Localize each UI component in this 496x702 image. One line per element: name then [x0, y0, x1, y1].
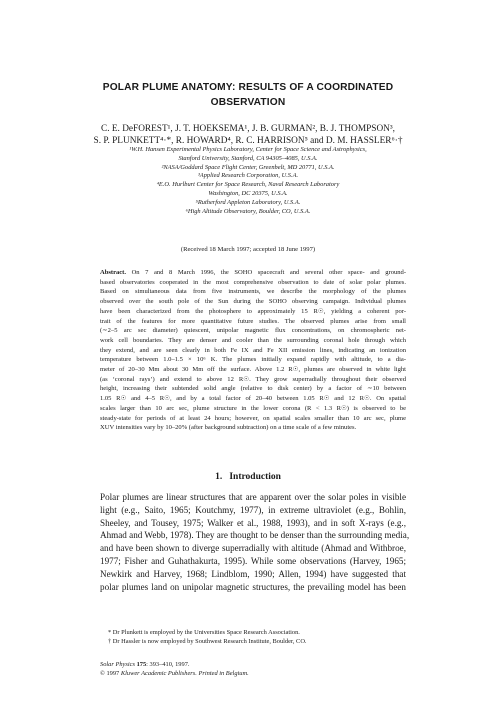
abstract: [100, 268, 406, 433]
section-title: Introduction: [229, 472, 281, 482]
paper-title: [60, 80, 436, 110]
abstract-line: have been characterized from the photosphere to approximately 15 R☉, yielding a coherent por-: [100, 307, 406, 315]
abstract-line: temperature between 1.0–1.5 × 10⁶ K. The plumes initially expand rapidly with altitude, to a dia-: [100, 356, 406, 364]
journal-citation: [100, 660, 406, 669]
publisher: Kluwer Academic Publishers. Printed in Belgium.: [120, 670, 249, 677]
journal-volume: 175: [136, 661, 147, 668]
affiliation-line: ⁵Rutherford Appleton Laboratory, U.S.A.: [195, 198, 301, 206]
abstract-line: steady-state for periods of at least 24 hours; however, on spatial scales smaller than 10 arc sec, plume: [100, 414, 406, 422]
body-line: and have been shown to diverge superradially with altitude (Ahmad and Withbroe,: [100, 543, 406, 554]
affiliation-line: ³Applied Research Corporation, U.S.A.: [197, 172, 299, 180]
affiliation-line: ²NASA/Goddard Space Flight Center, Greenbelt, MD 20771, U.S.A.: [161, 163, 335, 171]
affiliation-line: Washington, DC 20375, U.S.A.: [208, 189, 288, 197]
abstract-line: (as ‘coronal rays’) and extend to above 12 R☉. They grow superradially throughout their observed: [100, 375, 406, 383]
abstract-line: based observatories cooperated in the most comprehensive observation to date of solar polar plumes.: [100, 278, 406, 286]
abstract-line: meter of 20–30 Mm about 30 Mm off the surface. Above 1.2 R☉, plumes are observed in white light: [100, 366, 406, 374]
body-line: Newkirk and Harvey, 1968; Lindblom, 1990; Allen, 1994) have suggested that: [100, 568, 406, 579]
affiliation-line: ¹W.H. Hansen Experimental Physics Laboratory, Center for Space Science and Astrophysics,: [129, 146, 367, 153]
footnotes: [100, 628, 406, 646]
author-list: [60, 123, 436, 147]
footnote: * Dr Plunkett is employed by the Universities Space Research Association.: [108, 629, 300, 636]
footnote: † Dr Hassler is now employed by Southwest Research Institute, Boulder, CO.: [108, 638, 307, 645]
abstract-line: height, increasing their subtended solid angle (relative to disk center) by a factor of ∼10 between: [100, 385, 406, 393]
section-heading: [60, 472, 436, 482]
copyright-line: [100, 669, 406, 678]
title-line-2: OBSERVATION: [210, 97, 286, 108]
body-line: Ahmad and Webb, 1978). They are thought to be denser than the surrounding media,: [100, 530, 410, 541]
body-line: Polar plumes are linear structures that are apparent over the solar poles in visible: [100, 492, 406, 502]
authors-line-2: S. P. PLUNKETT⁴·*, R. HOWARD⁴, R. C. HARRISON⁵ and D. M. HASSLER⁶·†: [93, 136, 403, 146]
affiliation-line: ⁴E.O. Hurlburt Center for Space Research, Naval Research Laboratory: [156, 181, 340, 189]
title-line-1: POLAR PLUME ANATOMY: RESULTS OF A COORDINATED: [102, 82, 394, 93]
abstract-line: 1.05 R☉ and 4–5 R☉, and by a total factor of 20–40 between 1.05 R☉ and 12 R☉. On spatial: [100, 395, 406, 403]
copyright-symbol: © 1997: [100, 670, 121, 677]
abstract-line: XUV intensities vary by 10–20% (after background subtraction) on a time scale of a few minutes.: [100, 424, 357, 432]
journal-name: Solar Physics: [100, 661, 135, 668]
authors-line-1: C. E. DeFOREST¹, J. T. HOEKSEMA¹, J. B. GURMAN², B. J. THOMPSON³,: [101, 124, 395, 134]
body-line: light (e.g., Saito, 1965; Koutchmy, 1977), in extreme ultraviolet (e.g., Bohlin,: [100, 504, 406, 515]
body-line: 1977; Fisher and Guhathakurta, 1995). While some observations (Harvey, 1965;: [100, 555, 406, 566]
abstract-line: Based on simultaneous data from five instruments, we describe the morphology of the plumes: [100, 288, 406, 296]
abstract-line: they extend, and are seen clearly in both Fe IX and Fe XII emission lines, indicating an ionization: [100, 346, 406, 354]
abstract-line: Abstract. On 7 and 8 March 1996, the SOHO spacecraft and several other space- and ground-: [100, 269, 406, 276]
affiliation-line: Stanford University, Stanford, CA 94305–4085, U.S.A.: [178, 154, 318, 162]
affiliation-line: ⁶High Altitude Observatory, Boulder, CO, U.S.A.: [185, 207, 311, 215]
body-text: [100, 491, 410, 593]
body-line: polar plumes land on unipolar magnetic structures, the prevailing model has been: [100, 581, 406, 592]
journal-pages: : 393–410, 1997.: [146, 661, 190, 668]
section-number: 1.: [215, 472, 223, 482]
abstract-line: work cell boundaries. They are denser and cooler than the surrounding coronal hole through which: [100, 336, 406, 344]
journal-info: [100, 660, 406, 678]
abstract-line: trait of the features for more quantitative future studies. The observed plumes arise from small: [100, 317, 406, 325]
abstract-line: scales larger than 10 arc sec, plume structure in the lower corona (R < 1.3 R☉) is observed to be: [100, 404, 406, 412]
abstract-label: Abstract.: [100, 269, 126, 276]
abstract-line: observed over the south pole of the Sun during the SOHO observing campaign. Individual plumes: [100, 298, 406, 306]
abstract-line: (∼2–5 arc sec diameter) quiescent, unipolar magnetic flux concentrations, on chromospheric net-: [100, 327, 406, 335]
affiliation-list: [60, 146, 436, 216]
body-line: Sheeley, and Tousey, 1975; Walker et al., 1988, 1993), and in soft X-rays (e.g.,: [100, 517, 406, 528]
received-dates: (Received 18 March 1997; accepted 18 June 1997): [180, 246, 316, 253]
